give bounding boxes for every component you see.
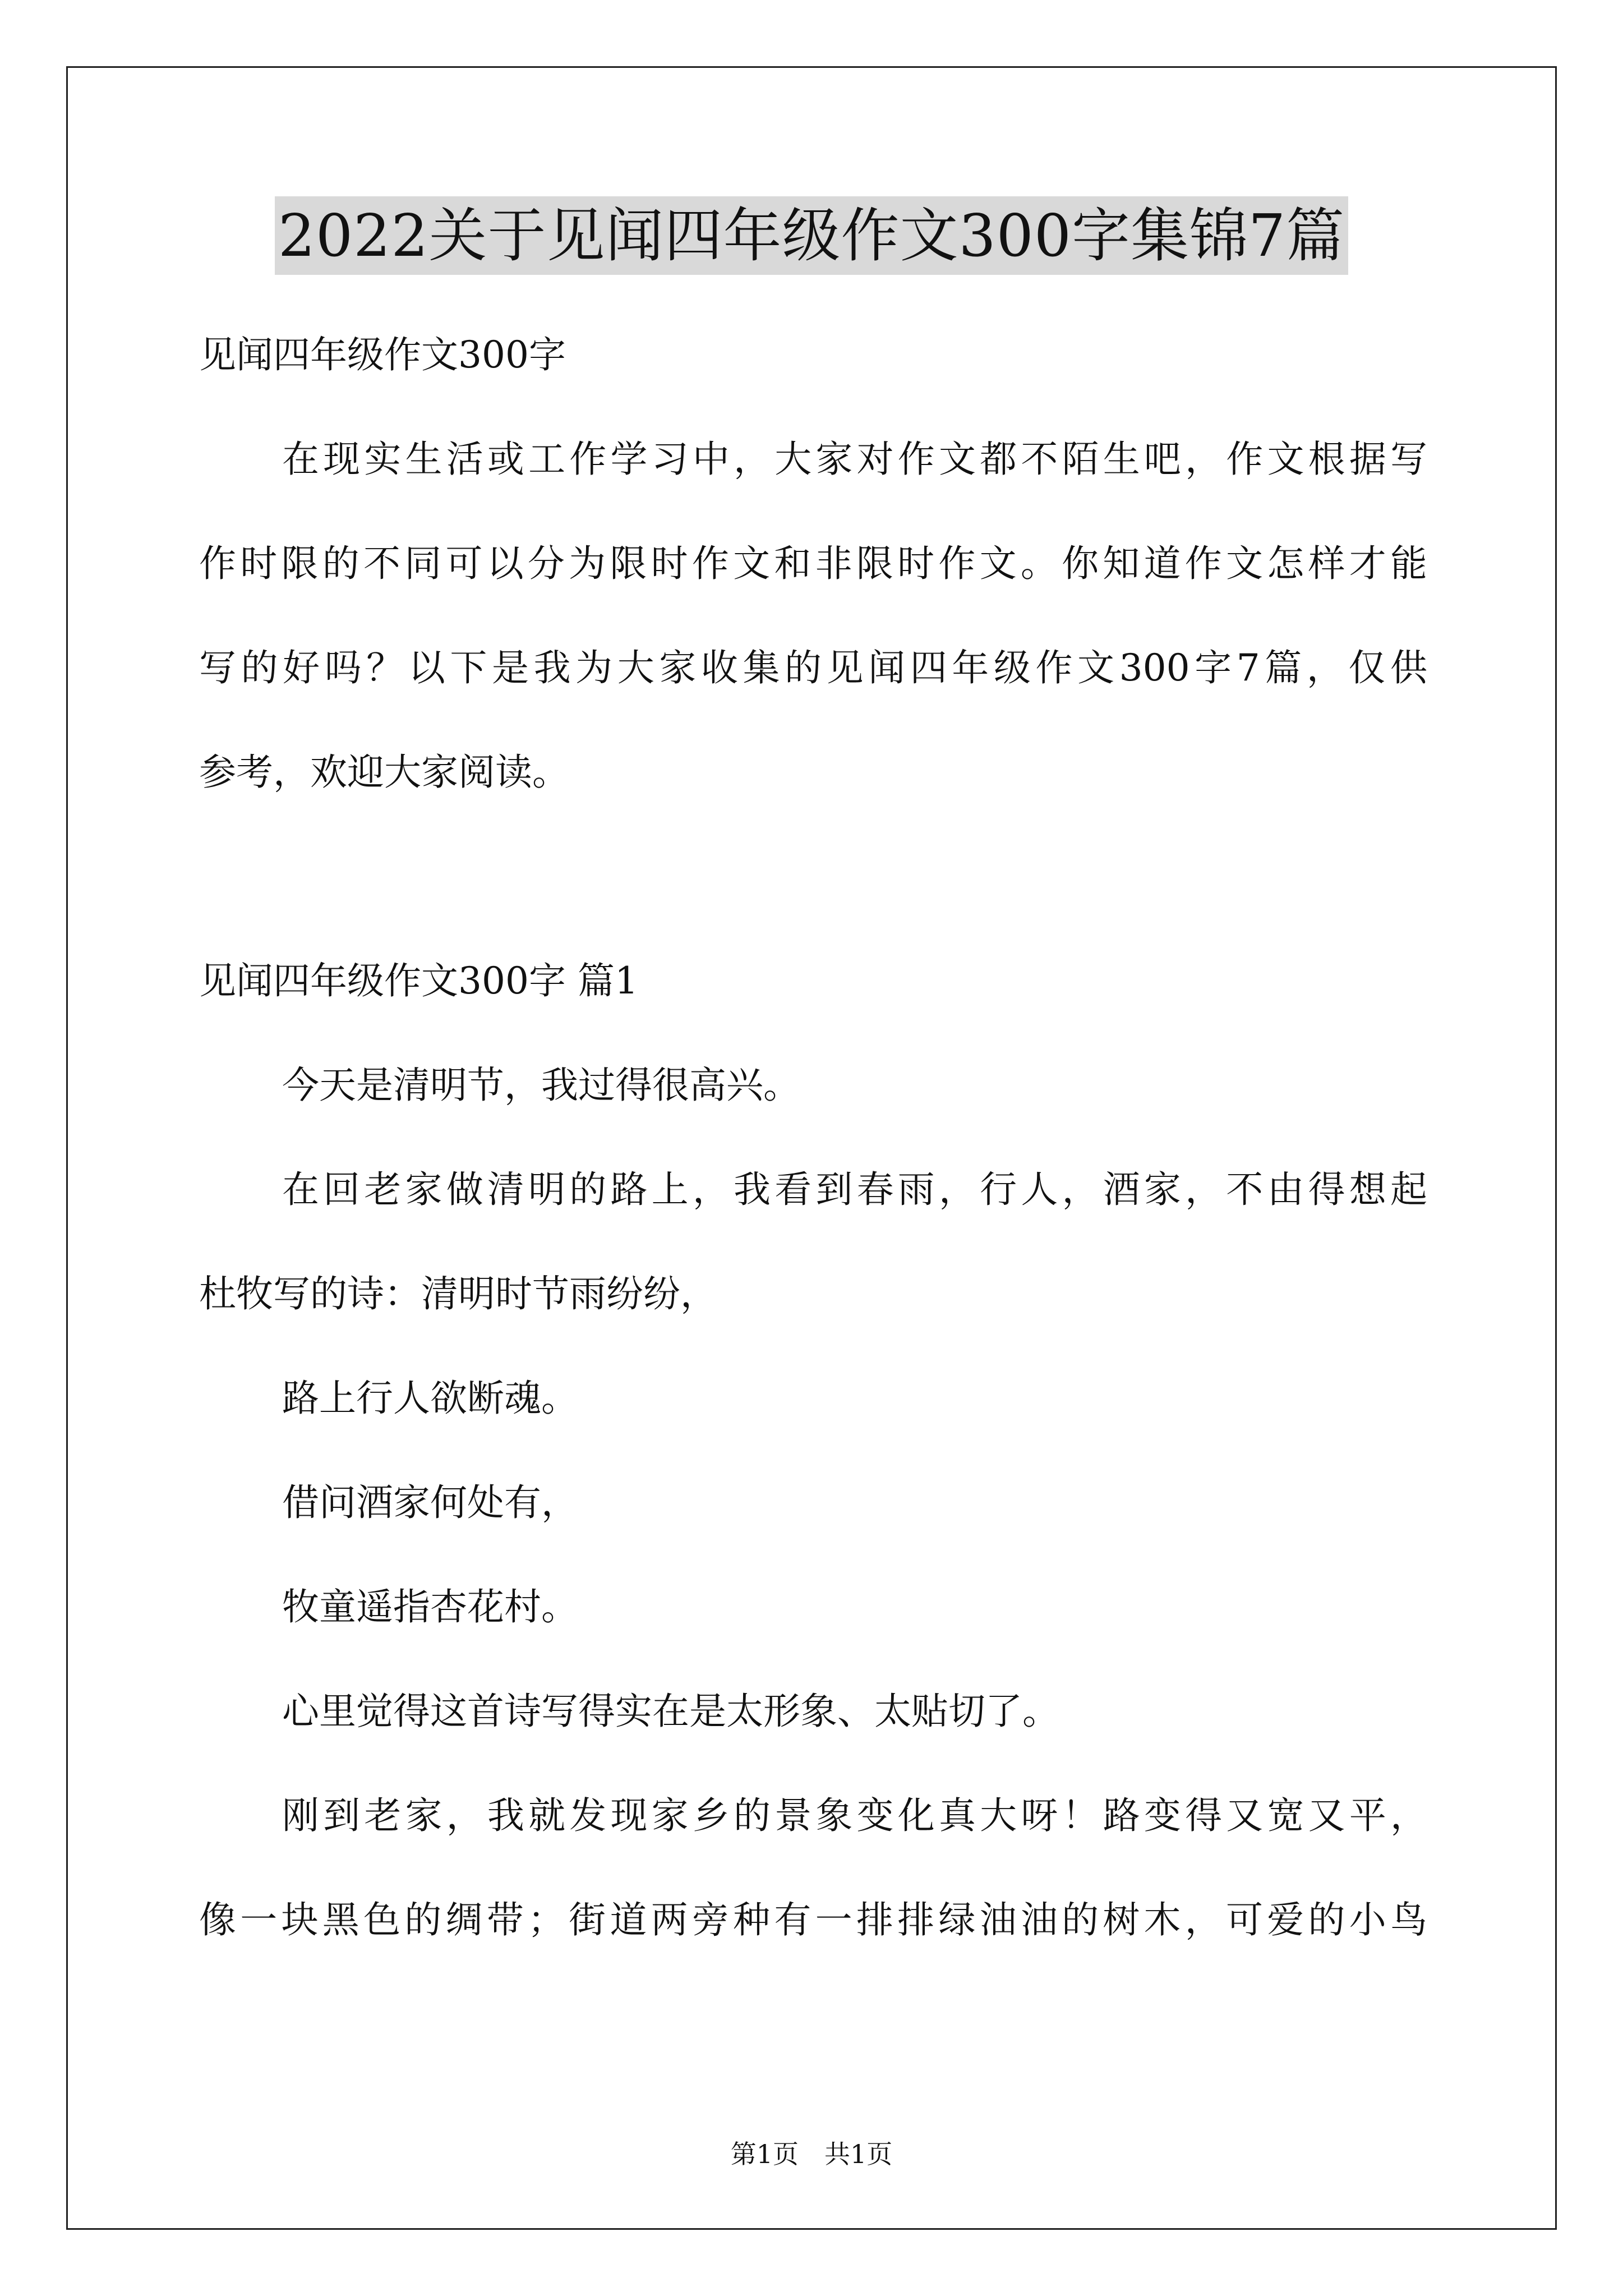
paragraph-line-3: 杜牧写的诗：清明时节雨纷纷，: [199, 1272, 717, 1315]
document-body: [199, 303, 1427, 1972]
intro-line-3: 写的好吗？以下是我为大家收集的见闻四年级作文300字7篇，仅供: [199, 646, 1427, 689]
page-footer: 第1页 共1页: [730, 2139, 893, 2169]
intro-line-2: 作时限的不同可以分为限时作文和非限时作文。你知道作文怎样才能: [199, 542, 1427, 585]
poem-line-2: 路上行人欲断魂。: [282, 1377, 578, 1420]
paragraph-line-8: 刚到老家，我就发现家乡的景象变化真大呀！路变得又宽又平，: [282, 1794, 1427, 1837]
document-title: 2022关于见闻四年级作文300字集锦7篇: [275, 196, 1348, 275]
poem-line-4: 牧童遥指杏花村。: [282, 1585, 578, 1628]
title-container: [0, 196, 1623, 275]
paragraph-line-2: 在回老家做清明的路上，我看到春雨，行人，酒家，不由得想起: [282, 1168, 1427, 1211]
section-heading: 见闻四年级作文300字 篇1: [199, 959, 638, 1002]
essay-heading: 见闻四年级作文300字: [199, 333, 566, 376]
paragraph-line-9: 像一块黑色的绸带；街道两旁种有一排排绿油油的树木，可爱的小鸟: [199, 1898, 1427, 1941]
paragraph-line-1: 今天是清明节，我过得很高兴。: [282, 1064, 800, 1107]
poem-line-3: 借问酒家何处有，: [282, 1481, 578, 1524]
intro-line-1: 在现实生活或工作学习中，大家对作文都不陌生吧，作文根据写: [282, 438, 1427, 481]
intro-line-4: 参考，欢迎大家阅读。: [199, 751, 569, 794]
paragraph-line-7: 心里觉得这首诗写得实在是太形象、太贴切了。: [282, 1690, 1059, 1733]
